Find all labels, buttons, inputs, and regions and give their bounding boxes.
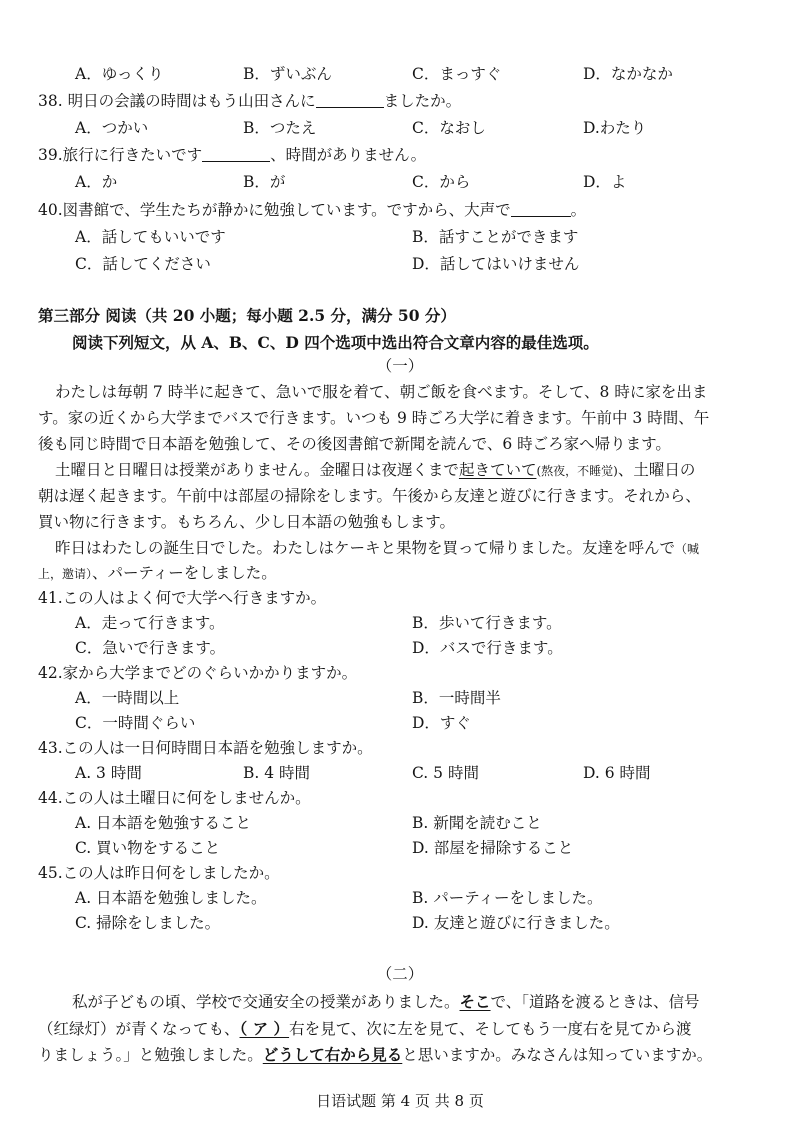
- section3-instruction-text: 阅读下列短文，从 A、B、C、D 四个选项中选出符合文章内容的最佳选项。: [72, 333, 599, 352]
- q37-options: [0, 62, 800, 86]
- passage1-line: [0, 380, 800, 404]
- q44-option-d: D. 部屋を掃除すること: [412, 839, 574, 857]
- q40-option-a: A．話してもいいです: [75, 228, 226, 246]
- passage1-text: 後も同じ時間で日本語を勉強して、その後図書館で新聞を読んで、6 時ごろ家へ帰ります。: [38, 435, 671, 453]
- passage2-text: （红绿灯）が青くなっても、: [38, 1020, 240, 1038]
- q43-option-b: B. 4 時間: [243, 764, 311, 782]
- q45-options-cd: [0, 911, 800, 935]
- q42-option-c: C．一時間ぐらい: [75, 714, 196, 732]
- q41-option-b: B．歩いて行きます。: [412, 614, 562, 632]
- q41-options-cd: [0, 636, 800, 660]
- gloss-note: (熬夜，不睡觉): [536, 464, 618, 478]
- passage1-text: 、パーティーをしました。: [92, 564, 277, 582]
- q45-options-ab: [0, 886, 800, 910]
- q39-option-a: A．か: [75, 173, 118, 191]
- q41-option-d: D．バスで行きます。: [412, 639, 563, 657]
- q40-options-cd: [0, 252, 800, 276]
- q37-option-d: D．なかなか: [583, 65, 673, 83]
- passage1-line: [0, 561, 800, 585]
- passage2-line: [0, 990, 800, 1014]
- passage1-line: [0, 458, 800, 482]
- passage2-number: [0, 962, 800, 986]
- q42-options-ab: [0, 686, 800, 710]
- q41-stem-text: 41.この人はよく何で大学へ行きますか。: [38, 589, 327, 607]
- passage2-line: [0, 1017, 800, 1041]
- q43-stem: [0, 736, 800, 760]
- section3-instruction: [0, 331, 800, 355]
- underlined-phrase: 起きていて: [458, 461, 537, 479]
- q45-stem-text: 45.この人は昨日何をしましたか。: [38, 864, 280, 882]
- blank-a: （ ア ）: [239, 1019, 290, 1038]
- passage1-line: [0, 406, 800, 430]
- q39-option-d: D．よ: [583, 173, 627, 191]
- underlined-phrase: そこ: [459, 992, 491, 1011]
- q39-stem-before: 39.旅行に行きたいです: [38, 146, 203, 164]
- page-footer: 日语试题 第 4 页 共 8 页: [316, 1092, 484, 1110]
- q44-stem: [0, 786, 800, 810]
- q43-option-a: A. 3 時間: [75, 764, 142, 782]
- passage2-line: [0, 1043, 800, 1067]
- passage1-line: [0, 432, 800, 456]
- passage2-text: 右を見て、次に左を見て、そしてもう一度右を見てから渡: [289, 1020, 692, 1038]
- q39-stem: [0, 143, 800, 167]
- q44-option-c: C. 買い物をすること: [75, 839, 221, 857]
- q39-options: [0, 170, 800, 194]
- q39-option-c: C．から: [412, 173, 471, 191]
- q38-option-b: B．つたえ: [243, 119, 317, 137]
- q39-option-b: B．が: [243, 173, 286, 191]
- q45-option-c: C. 掃除をしました。: [75, 914, 221, 932]
- q43-option-c: C. 5 時間: [412, 764, 479, 782]
- q38-option-c: C．なおし: [412, 119, 486, 137]
- q40-options-ab: [0, 225, 800, 249]
- passage2-text: 私が子どもの頃、学校で交通安全の授業がありました。: [72, 993, 460, 1011]
- q37-option-b: B．ずいぶん: [243, 65, 332, 83]
- underlined-phrase: どうして右から見る: [262, 1045, 403, 1064]
- passage1-text: 昨日はわたしの誕生日でした。わたしはケーキと果物を買って帰りました。友達を呼んで: [55, 539, 676, 557]
- q43-stem-text: 43.この人は一日何時間日本語を勉強しますか。: [38, 739, 373, 757]
- q38-option-d: D.わたり: [583, 119, 647, 137]
- q44-options-ab: [0, 811, 800, 835]
- q38-stem-before: 38. 明日の会議の時間はもう山田さんに: [38, 92, 316, 110]
- passage1-text: 、土曜日の: [617, 461, 696, 479]
- q43-options: [0, 761, 800, 785]
- q40-option-b: B．話すことができます: [412, 228, 579, 246]
- q40-blank: [511, 200, 571, 217]
- q45-option-a: A. 日本語を勉強しました。: [75, 889, 267, 907]
- q40-stem-before: 40.図書館で、学生たちが静かに勉強しています。ですから、大声で: [38, 201, 511, 219]
- q38-stem: [0, 89, 800, 113]
- section3-heading: [0, 304, 800, 328]
- q44-option-b: B. 新聞を読むこと: [412, 814, 542, 832]
- q42-stem: [0, 661, 800, 685]
- passage1-line: [0, 510, 800, 534]
- gloss-note: （喊: [675, 542, 700, 556]
- q43-option-d: D. 6 時間: [583, 764, 651, 782]
- q41-stem: [0, 586, 800, 610]
- q40-option-c: C．話してください: [75, 255, 211, 273]
- q44-stem-text: 44.この人は土曜日に何をしませんか。: [38, 789, 311, 807]
- q42-option-d: D．すぐ: [412, 714, 471, 732]
- q42-option-b: B．一時間半: [412, 689, 501, 707]
- q42-options-cd: [0, 711, 800, 735]
- q42-option-a: A．一時間以上: [75, 689, 180, 707]
- q44-options-cd: [0, 836, 800, 860]
- q41-option-a: A．走って行きます。: [75, 614, 225, 632]
- q38-option-a: A．つかい: [75, 119, 149, 137]
- passage1-number-text: （一）: [376, 357, 424, 375]
- passage1-line: [0, 484, 800, 508]
- passage2-number-text: （二）: [376, 965, 424, 983]
- q38-options: [0, 116, 800, 140]
- q45-stem: [0, 861, 800, 885]
- passage1-text: 買い物に行きます。もちろん、少し日本語の勉強もします。: [38, 513, 455, 531]
- passage2-text: と思いますか。みなさんは知っていますか。: [402, 1046, 713, 1064]
- section3-heading-text: 第三部分 阅读（共 20 小题；每小题 2.5 分，满分 50 分）: [38, 306, 456, 325]
- passage1-text: 土曜日と日曜日は授業がありません。金曜日は夜遅くまで: [55, 461, 459, 479]
- gloss-note: 上，邀请）: [38, 567, 93, 581]
- q41-options-ab: [0, 611, 800, 635]
- q40-option-d: D．話してはいけません: [412, 255, 580, 273]
- q37-option-c: C．まっすぐ: [412, 65, 502, 83]
- passage2-text: りましょう。」と勉強しました。: [38, 1046, 263, 1064]
- q44-option-a: A. 日本語を勉強すること: [75, 814, 252, 832]
- q40-stem-after: 。: [570, 201, 587, 219]
- q39-blank: [202, 145, 270, 162]
- passage1-text: す。家の近くから大学までバスで行きます。いつも 9 時ごろ大学に着きます。午前中 3 時間、午: [38, 409, 710, 427]
- passage1-text: わたしは毎朝 7 時半に起きて、急いで服を着て、朝ご飯を食べます。そして、8 時に家を出ま: [55, 383, 708, 401]
- passage1-line: [0, 536, 800, 560]
- passage2-text: で、「道路を渡るときは、信号: [490, 993, 700, 1011]
- q38-stem-after: ましたか。: [383, 92, 462, 110]
- q39-stem-after: 、時間がありません。: [270, 146, 427, 164]
- q37-option-a: A．ゆっくり: [75, 65, 164, 83]
- q41-option-c: C．急いで行きます。: [75, 639, 226, 657]
- passage1-text: 朝は遅く起きます。午前中は部屋の掃除をします。午後から友達と遊びに行きます。それから、: [38, 487, 701, 505]
- q45-option-d: D. 友達と遊びに行きました。: [412, 914, 620, 932]
- q42-stem-text: 42.家から大学までどのぐらいかかりますか。: [38, 664, 358, 682]
- q40-stem: [0, 198, 800, 222]
- q38-blank: [316, 91, 384, 108]
- q45-option-b: B. パーティーをしました。: [412, 889, 603, 907]
- passage1-number: [0, 354, 800, 378]
